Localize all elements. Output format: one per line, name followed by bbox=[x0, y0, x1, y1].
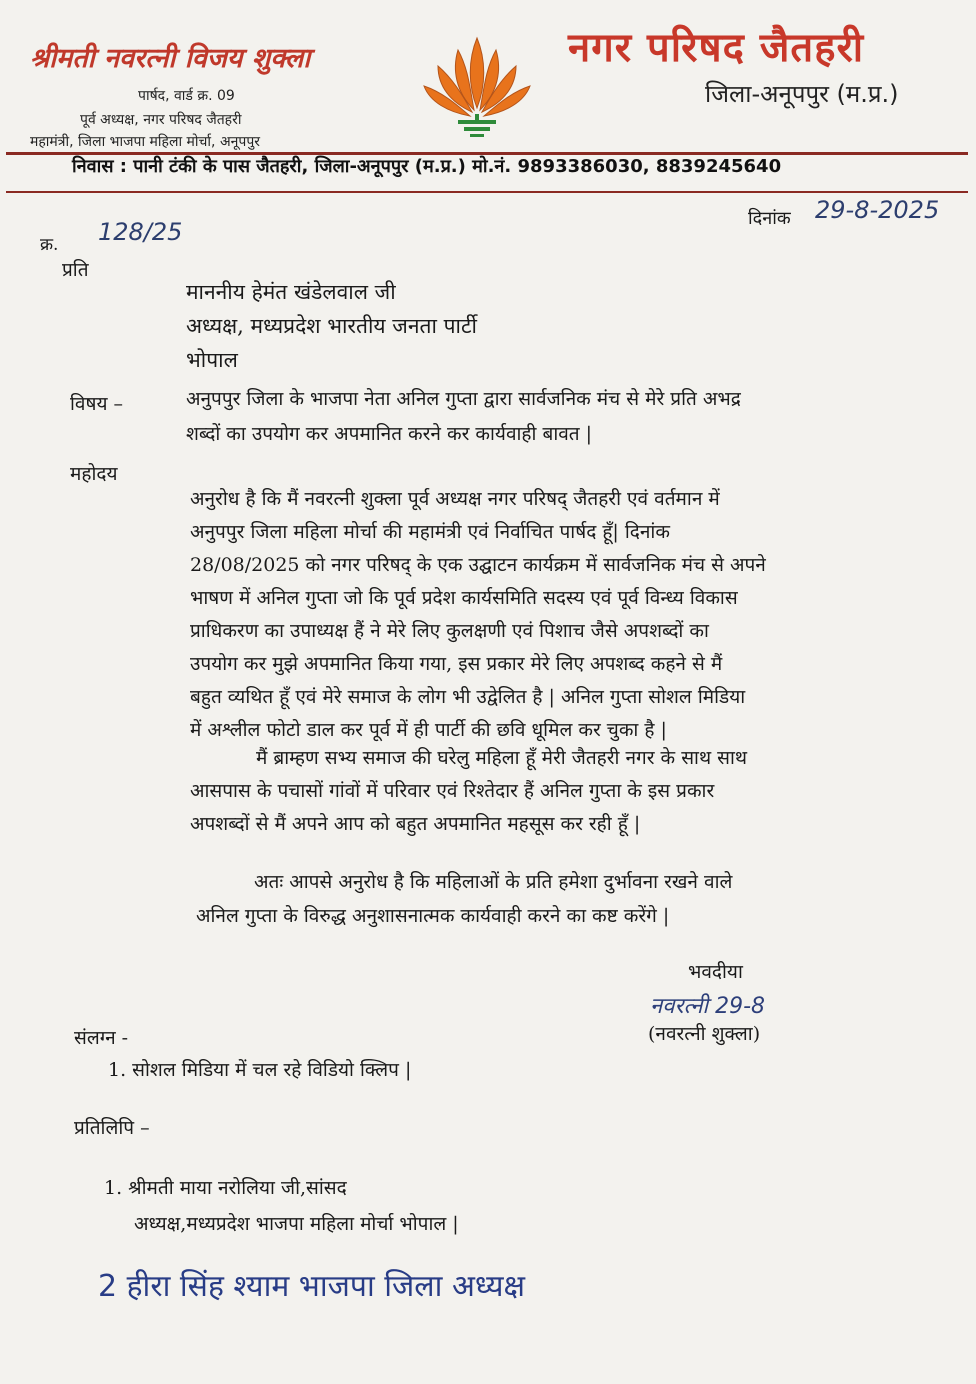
recipient-line-3: भोपाल bbox=[186, 348, 238, 372]
sender-designation-3: महामंत्री, जिला भाजपा महिला मोर्चा, अनूपपुर bbox=[30, 134, 261, 150]
body-line: मैं ब्राम्हण सभ्य समाज की घरेलु महिला हूँ मेरी जैतहरी नगर के साथ साथ bbox=[256, 747, 748, 769]
copy-to-item-1: 1. श्रीमती माया नरोलिया जी,सांसद bbox=[104, 1177, 347, 1199]
body-line: अतः आपसे अनुरोध है कि महिलाओं के प्रति हमेशा दुर्भावना रखने वाले bbox=[254, 871, 733, 893]
body-line: अपशब्दों से मैं अपने आप को बहुत अपमानित महसूस कर रही हूँ | bbox=[190, 813, 641, 835]
header-divider-bottom bbox=[6, 191, 968, 193]
ref-number: 128/25 bbox=[98, 218, 183, 246]
ref-label: क्र. bbox=[40, 235, 59, 255]
copy-to-item-2-handwritten: 2 हीरा सिंह श्याम भाजपा जिला अध्यक्ष bbox=[98, 1269, 526, 1304]
signatory-name: (नवरत्नी शुक्ला) bbox=[648, 1023, 761, 1045]
subject-line-2: शब्दों का उपयोग कर अपमानित करने कर कार्यवाही बावत | bbox=[186, 423, 593, 445]
date-label: दिनांक bbox=[748, 208, 791, 229]
body-line: बहुत व्यथित हूँ एवं मेरे समाज के लोग भी उद्वेलित है | अनिल गुप्ता सोशल मिडिया bbox=[190, 686, 746, 708]
lotus-logo-icon bbox=[418, 30, 536, 140]
copy-to-label: प्रतिलिपि – bbox=[74, 1117, 150, 1139]
sender-designation-2: पूर्व अध्यक्ष, नगर परिषद जैतहरी bbox=[80, 112, 242, 128]
sender-designation-1: पार्षद, वार्ड क्र. 09 bbox=[138, 88, 235, 104]
body-line: में अश्लील फोटो डाल कर पूर्व में ही पार्टी की छवि धूमिल कर चुका है | bbox=[190, 719, 667, 741]
body-line: उपयोग कर मुझे अपमानित किया गया, इस प्रकार मेरे लिए अपशब्द कहने से मैं bbox=[190, 653, 723, 675]
enclosure-item: 1. सोशल मिडिया में चल रहे विडियो क्लिप | bbox=[108, 1059, 412, 1081]
copy-to-item-1-detail: अध्यक्ष,मध्यप्रदेश भाजपा महिला मोर्चा भोपाल | bbox=[134, 1213, 459, 1235]
body-line: भाषण में अनिल गुप्ता जो कि पूर्व प्रदेश कार्यसमिति सदस्य एवं पूर्व विन्ध्य विकास bbox=[190, 587, 738, 609]
date-value: 29-8-2025 bbox=[815, 196, 940, 224]
body-line: प्राधिकरण का उपाध्यक्ष हैं ने मेरे लिए कुलक्षणी एवं पिशाच जैसे अपशब्दों का bbox=[190, 620, 709, 642]
enclosure-label: संलग्न - bbox=[74, 1027, 129, 1049]
closing-regards: भवदीया bbox=[688, 961, 743, 983]
body-line: अनिल गुप्ता के विरुद्ध अनुशासनात्मक कार्यवाही करने का कष्ट करेंगे | bbox=[196, 905, 670, 927]
council-name: नगर परिषद जैतहरी bbox=[568, 25, 865, 71]
salutation: महोदय bbox=[70, 463, 118, 485]
to-label: प्रति bbox=[62, 259, 89, 281]
body-line: 28/08/2025 को नगर परिषद् के एक उद्घाटन कार्यक्रम में सार्वजनिक मंच से अपने bbox=[190, 554, 766, 576]
subject-line-1: अनुपपुर जिला के भाजपा नेता अनिल गुप्ता द्वारा सार्वजनिक मंच से मेरे प्रति अभद्र bbox=[186, 388, 741, 410]
recipient-line-2: अध्यक्ष, मध्यप्रदेश भारतीय जनता पार्टी bbox=[186, 314, 477, 338]
body-line: अनुरोध है कि मैं नवरत्नी शुक्ला पूर्व अध्यक्ष नगर परिषद् जैतहरी एवं वर्तमान में bbox=[190, 488, 720, 510]
subject-label: विषय – bbox=[70, 393, 124, 415]
sender-name: श्रीमती नवरत्नी विजय शुक्ला bbox=[30, 43, 311, 74]
residence-line: निवास : पानी टंकी के पास जैतहरी, जिला-अनूपपुर (म.प्र.) मो.नं. 9893386030, 8839245640 bbox=[72, 156, 782, 177]
district-label: जिला-अनूपपुर (म.प्र.) bbox=[705, 80, 899, 108]
body-line: आसपास के पचासों गांवों में परिवार एवं रिश्तेदार हैं अनिल गुप्ता के इस प्रकार bbox=[190, 780, 715, 802]
signature: नवरत्नी 29-8 bbox=[650, 994, 766, 1019]
recipient-line-1: माननीय हेमंत खंडेलवाल जी bbox=[186, 280, 396, 304]
body-line: अनुपपुर जिला महिला मोर्चा की महामंत्री एवं निर्वाचित पार्षद हूँ| दिनांक bbox=[190, 521, 670, 543]
